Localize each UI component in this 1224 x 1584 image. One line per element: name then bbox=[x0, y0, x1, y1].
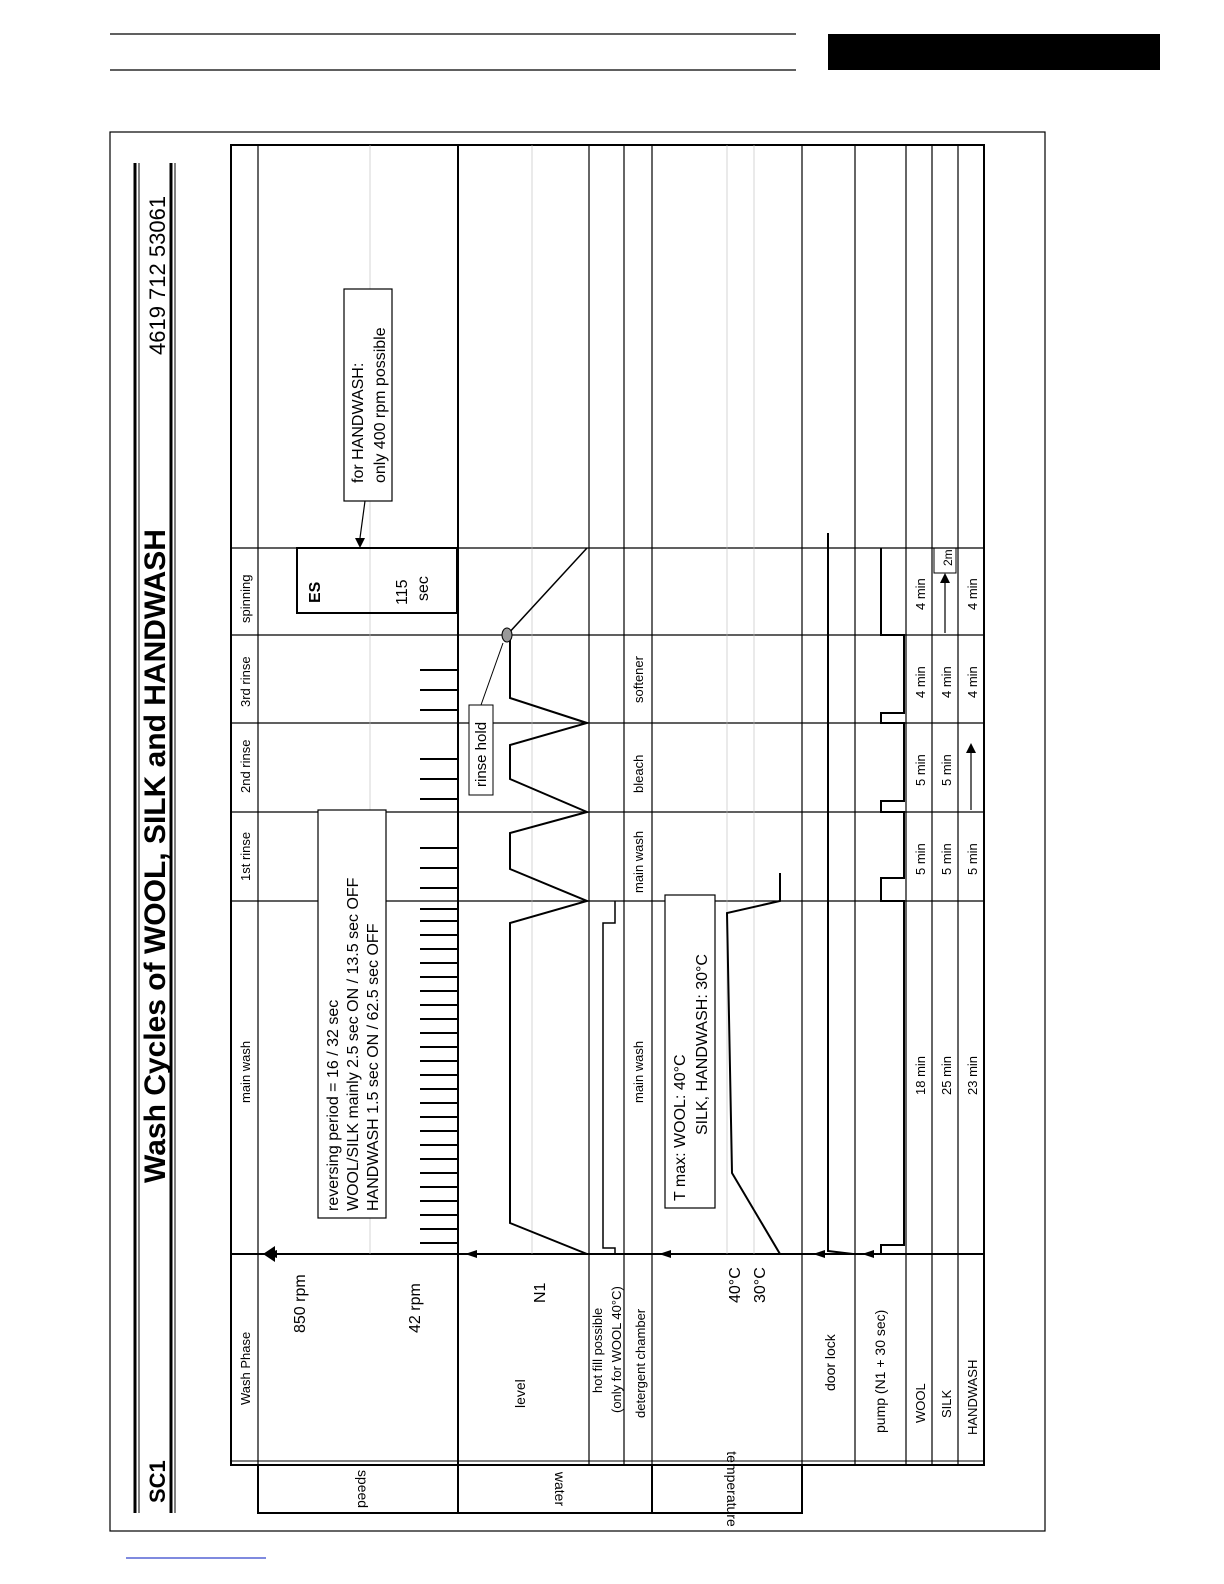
time-handwash-r1: 5 min bbox=[965, 843, 980, 875]
tmax-note-2: SILK, HANDWASH: 30°C bbox=[694, 954, 711, 1135]
time-handwash-main: 23 min bbox=[965, 1055, 980, 1095]
label-hot-fill-1: hot fill possible bbox=[590, 1307, 605, 1393]
time-silk-spin: 2m bbox=[941, 549, 955, 566]
phase-header-main-wash: main wash bbox=[238, 1040, 253, 1103]
reversing-note-3: HANDWASH 1.5 sec ON / 62.5 sec OFF bbox=[365, 923, 382, 1211]
time-handwash-r3: 4 min bbox=[965, 666, 980, 698]
label-detergent-chamber: detergent chamber bbox=[633, 1308, 648, 1418]
es-time-1: 115 bbox=[394, 579, 411, 605]
label-hot-fill-2: (only for WOOL 40°C) bbox=[609, 1286, 624, 1413]
time-silk-r1: 5 min bbox=[939, 843, 954, 875]
label-level: level bbox=[512, 1379, 528, 1408]
tmax-note-1: T max: WOOL: 40°C bbox=[672, 1054, 689, 1201]
sheet-code: SC1 bbox=[145, 1460, 170, 1503]
reversing-note-2: WOOL/SILK mainly 2.5 sec ON / 13.5 sec OFF bbox=[345, 877, 362, 1211]
handwash-note-2: only 400 rpm possible bbox=[372, 327, 389, 483]
label-wash-phase: Wash Phase bbox=[238, 1331, 253, 1405]
label-door-lock: door lock bbox=[822, 1334, 838, 1391]
wash-cycle-diagram bbox=[135, 145, 984, 1527]
time-silk-r3: 4 min bbox=[939, 666, 954, 698]
label-42-rpm: 42 rpm bbox=[407, 1283, 424, 1333]
water-level-curve bbox=[510, 635, 587, 1254]
group-water-label: water bbox=[552, 1471, 568, 1507]
label-850-rpm: 850 rpm bbox=[292, 1274, 309, 1333]
es-label: ES bbox=[307, 581, 324, 603]
reversing-ticks bbox=[420, 670, 457, 1243]
pump-line bbox=[881, 548, 904, 1254]
group-speed-label: speed bbox=[355, 1469, 371, 1509]
group-temperature-label: temperature bbox=[724, 1451, 740, 1527]
part-number: 4619 712 53061 bbox=[145, 195, 170, 355]
time-wool-r2: 5 min bbox=[913, 754, 928, 786]
time-wool-spin: 4 min bbox=[913, 578, 928, 610]
time-wool-main: 18 min bbox=[913, 1055, 928, 1095]
time-wool-r1: 5 min bbox=[913, 843, 928, 875]
door-lock-line bbox=[828, 533, 853, 1254]
reversing-note-1: reversing period = 16 / 32 sec bbox=[325, 999, 342, 1211]
es-time-2: sec bbox=[415, 576, 432, 601]
sheet-title: Wash Cycles of WOOL, SILK and HANDWASH bbox=[139, 529, 172, 1183]
time-silk-r2: 5 min bbox=[939, 754, 954, 786]
time-silk-main: 25 min bbox=[939, 1055, 954, 1095]
header-black-bar bbox=[828, 34, 1160, 70]
label-pump: pump (N1 + 30 sec) bbox=[872, 1309, 888, 1433]
label-temp-40: 40°C bbox=[727, 1267, 744, 1303]
phase-header-3rd-rinse: 3rd rinse bbox=[238, 656, 253, 707]
phase-header-spinning: spinning bbox=[238, 574, 253, 623]
chamber-1st-rinse: main wash bbox=[631, 830, 646, 893]
temperature-curve bbox=[727, 873, 780, 1254]
rinse-hold-label: rinse hold bbox=[473, 721, 490, 787]
handwash-note-1: for HANDWASH: bbox=[350, 362, 367, 483]
time-handwash-spin: 4 min bbox=[965, 578, 980, 610]
label-silk: SILK bbox=[939, 1389, 954, 1418]
chamber-main-wash: main wash bbox=[631, 1040, 646, 1103]
chamber-3rd-rinse: softener bbox=[631, 656, 646, 703]
chamber-2nd-rinse: bleach bbox=[631, 754, 646, 793]
time-wool-r3: 4 min bbox=[913, 666, 928, 698]
phase-header-1st-rinse: 1st rinse bbox=[238, 831, 253, 881]
label-handwash: HANDWASH bbox=[965, 1359, 980, 1435]
label-wool: WOOL bbox=[913, 1383, 928, 1423]
label-temp-30: 30°C bbox=[752, 1267, 769, 1303]
rinse-hold-marker bbox=[502, 628, 512, 642]
label-n1: N1 bbox=[532, 1282, 549, 1303]
phase-header-2nd-rinse: 2nd rinse bbox=[238, 739, 253, 793]
